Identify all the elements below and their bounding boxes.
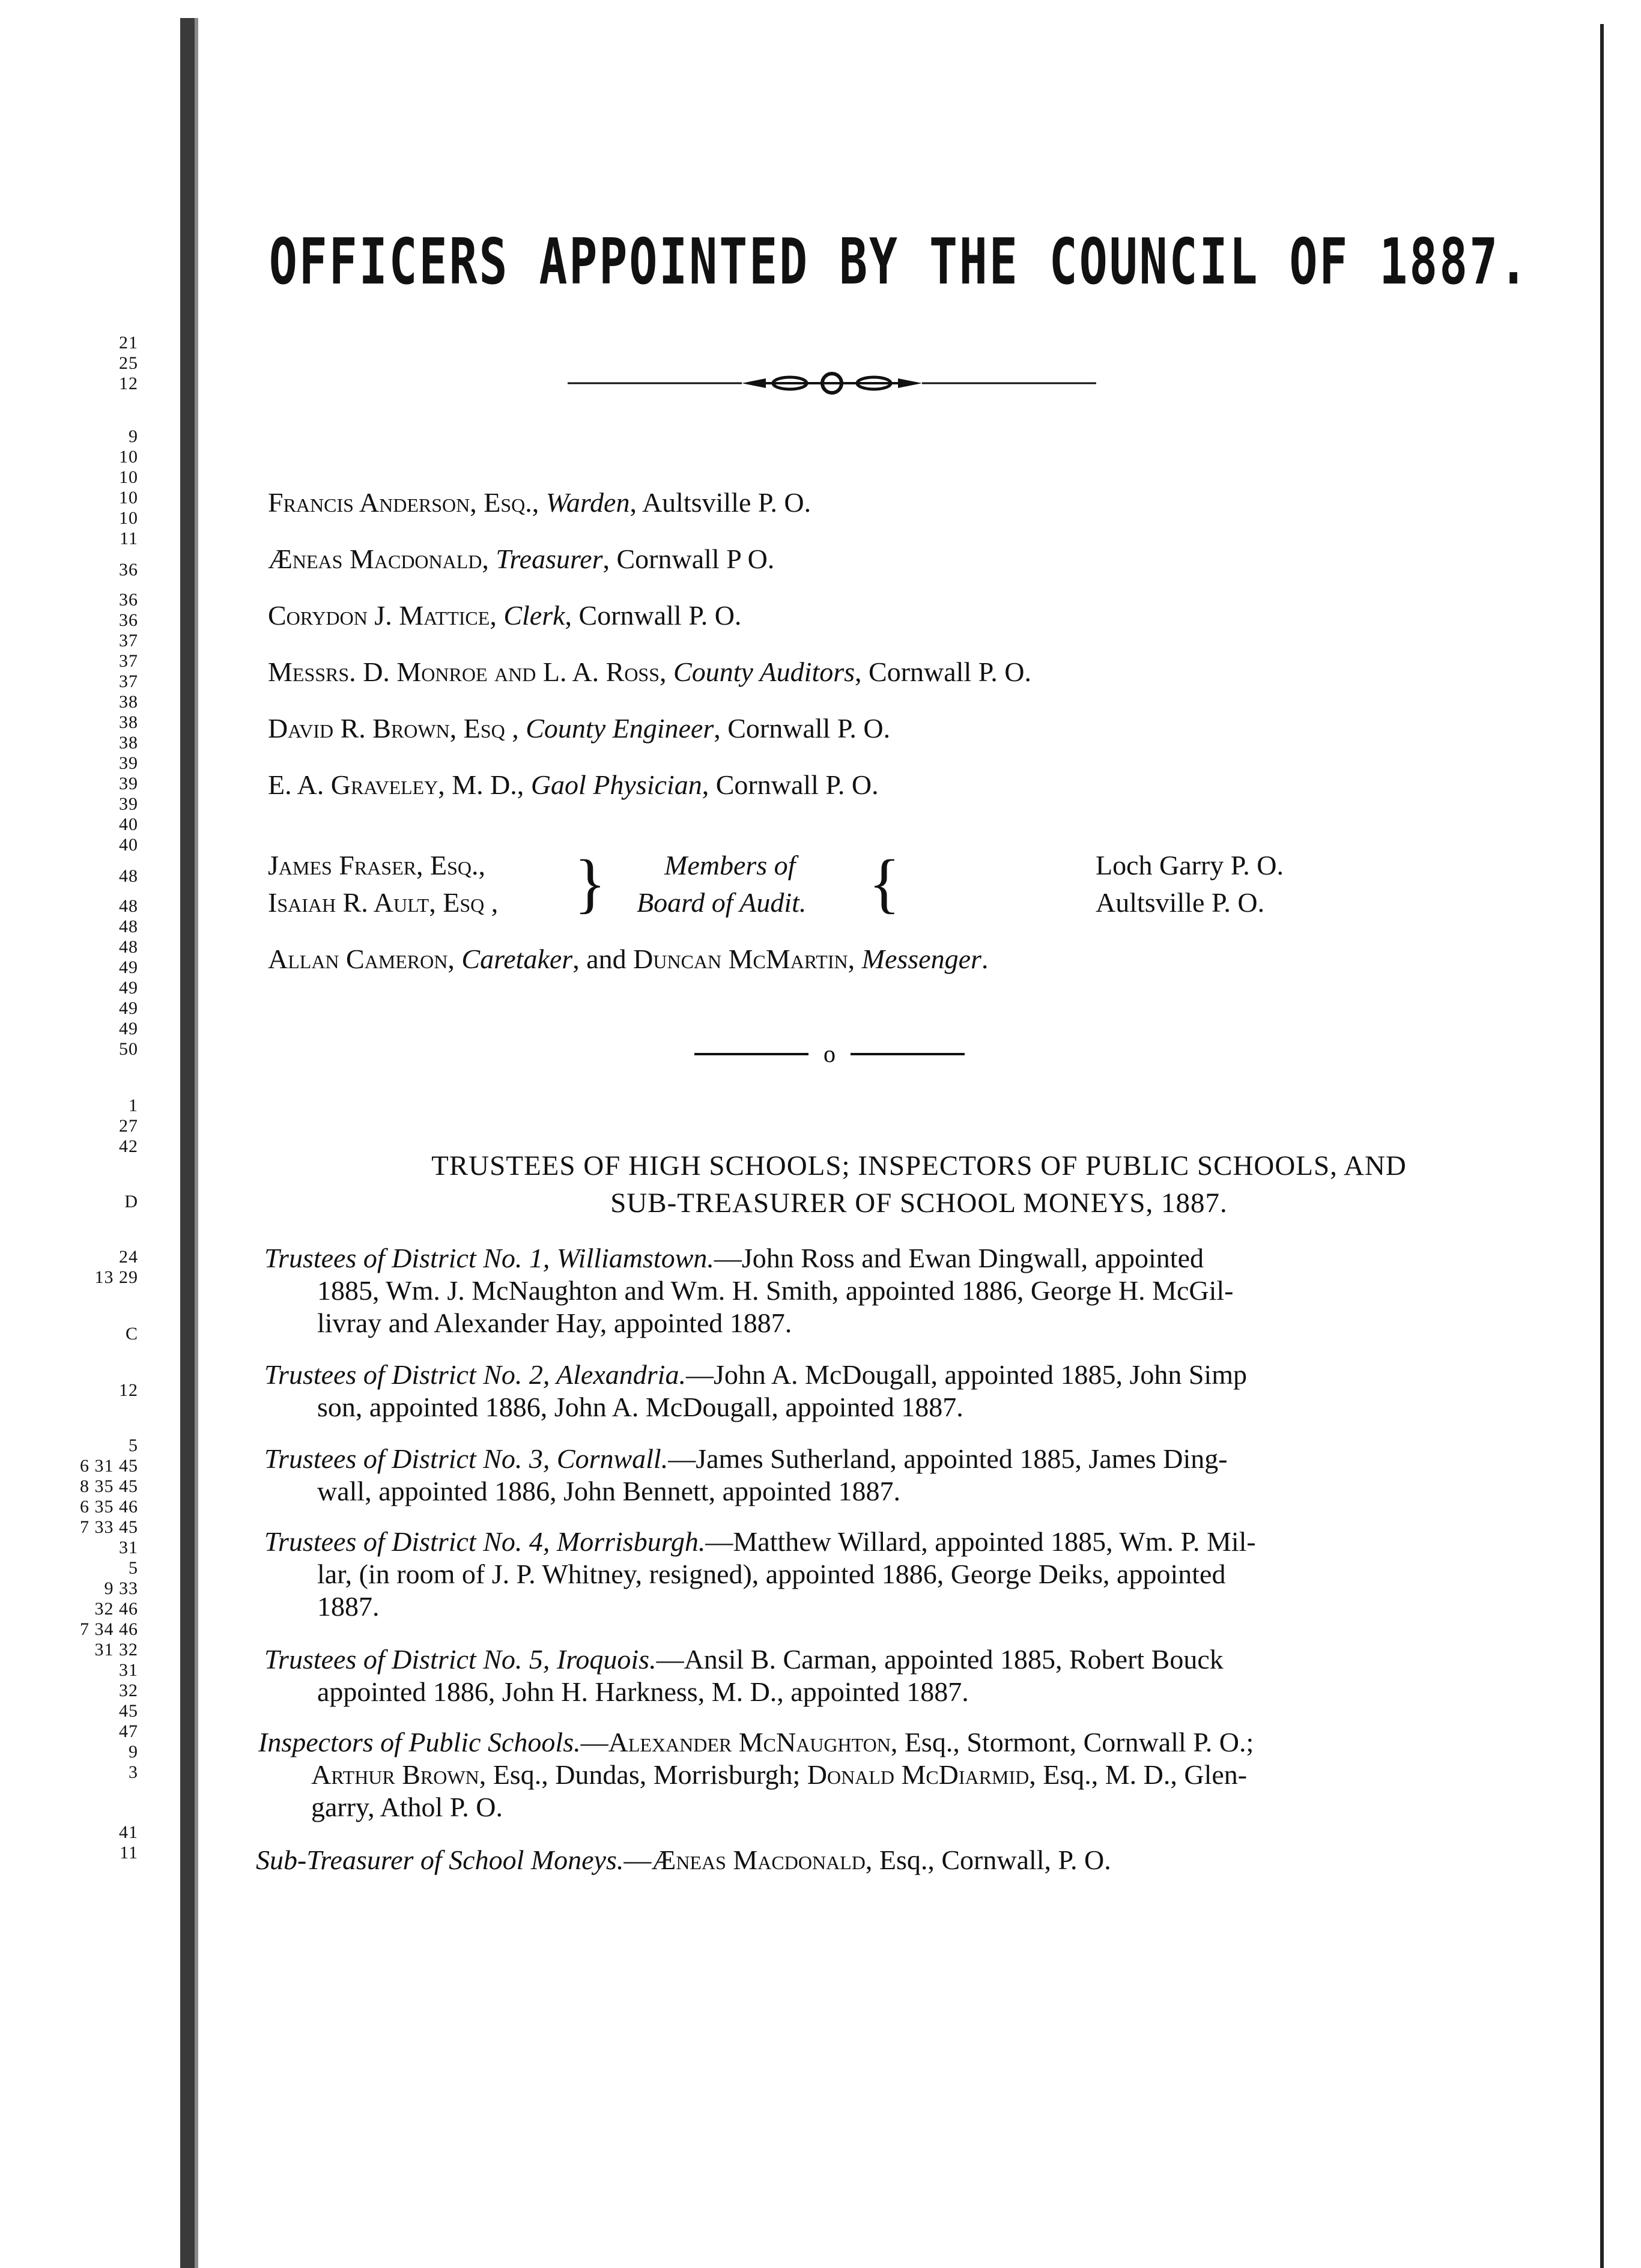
entry-text: lar, (in room of J. P. Whitney, resigned), appointed 1886, George Deiks, appointed <box>317 1559 1226 1589</box>
facing-page-number: 9 <box>129 426 138 446</box>
document-page <box>198 24 1604 2268</box>
entry-label: Trustees of District No. 3, Cornwall. <box>264 1443 669 1474</box>
facing-page-number: 7 34 46 <box>80 1619 138 1639</box>
officer-name: E. A. Graveley <box>268 769 438 800</box>
section-heading-line-2: SUB-TREASURER OF SCHOOL MONEYS, 1887. <box>610 1187 1228 1219</box>
officer-place: , Aultsville P. O. <box>629 487 811 518</box>
officer-suffix: , Esq , <box>449 713 519 744</box>
officer-prefix: Messrs. <box>268 656 356 687</box>
facing-page-number: 47 <box>119 1721 138 1741</box>
facing-page-number: 49 <box>119 978 138 998</box>
section-heading <box>258 1147 1580 1222</box>
entry-text: —Matthew Willard, appointed 1885, Wm. P. Mil- <box>705 1526 1256 1557</box>
facing-page-number: 10 <box>119 447 138 467</box>
officer-place: , Cornwall P. O. <box>565 600 742 631</box>
officer-clerk <box>268 599 741 631</box>
facing-page-number: 5 <box>129 1558 138 1578</box>
entry-label: Trustees of District No. 2, Alexandria. <box>264 1359 686 1390</box>
officer-name: Æneas Macdonald <box>268 544 482 574</box>
facing-page-number: 36 <box>119 610 138 630</box>
section-divider <box>694 1039 965 1069</box>
entry-label: Sub-Treasurer of School Moneys. <box>256 1845 624 1875</box>
brace-close: } <box>574 846 606 920</box>
officer-suffix: , M. D., <box>438 769 524 800</box>
officer-name: Corydon J. Mattice <box>268 600 490 631</box>
staff-name-2: Duncan McMartin <box>633 944 848 974</box>
entry-label: Trustees of District No. 5, Iroquois. <box>264 1644 657 1675</box>
facing-page-number: 48 <box>119 896 138 916</box>
entry-subtreasurer <box>256 1844 1577 1876</box>
officer-name: David R. Brown <box>268 713 450 744</box>
officer-office: Warden <box>545 487 630 518</box>
audit-member-2: Isaiah R. Ault, Esq , <box>268 887 499 918</box>
officer-office: County Auditors <box>673 656 855 687</box>
facing-page-number: 1 <box>129 1096 138 1115</box>
binding-spine <box>180 18 195 2268</box>
facing-page-number: 31 <box>119 1660 138 1680</box>
facing-page-number: 37 <box>119 631 138 650</box>
facing-page-number: 9 33 <box>104 1578 138 1598</box>
audit-office-line-1: Members of <box>664 850 796 881</box>
entry-dash: — <box>580 1727 608 1757</box>
facing-page-strip <box>0 0 175 2268</box>
entry-text: , Esq., M. D., Glen- <box>1029 1759 1248 1790</box>
entry-district-3 <box>264 1443 1586 1508</box>
entry-dash: — <box>623 1845 652 1875</box>
entry-inspectors <box>258 1726 1580 1824</box>
staff-joiner: , and <box>572 944 634 974</box>
facing-page-number: 8 35 45 <box>80 1476 138 1496</box>
entry-text: garry, Athol P. O. <box>311 1792 503 1822</box>
facing-page-number: D <box>124 1192 138 1211</box>
entry-text: , Esq., Stormont, Cornwall P. O.; <box>890 1727 1254 1757</box>
facing-page-number: 32 <box>119 1681 138 1700</box>
staff-end: . <box>981 944 989 974</box>
section-heading-line-1: TRUSTEES OF HIGH SCHOOLS; INSPECTORS OF PUBLIC SCHOOLS, AND <box>431 1150 1407 1181</box>
facing-page-number: 24 <box>119 1247 138 1267</box>
facing-page-number: 11 <box>120 1843 138 1863</box>
facing-page-number: 45 <box>119 1701 138 1721</box>
subtreasurer-name: Æneas Macdonald <box>651 1845 866 1875</box>
divider-mark: o <box>824 1040 836 1067</box>
facing-page-number: 11 <box>120 529 138 548</box>
facing-page-number: 32 46 <box>94 1599 138 1619</box>
facing-page-number: 40 <box>119 835 138 855</box>
entry-label: Trustees of District No. 4, Morrisburgh. <box>264 1526 706 1557</box>
officer-names: D. Monroe and L. A. Ross, <box>356 656 667 687</box>
facing-page-number: 40 <box>119 814 138 834</box>
facing-page-number: 5 <box>129 1436 138 1455</box>
facing-page-number: 48 <box>119 917 138 936</box>
facing-page-number: 37 <box>119 672 138 691</box>
facing-page-number: 36 <box>119 590 138 610</box>
staff-office-1: Caretaker <box>461 944 573 974</box>
facing-page-number: 39 <box>119 774 138 793</box>
entry-text: —John Ross and Ewan Dingwall, appointed <box>714 1243 1204 1273</box>
facing-page-number: 9 <box>129 1742 138 1762</box>
entry-district-4 <box>264 1526 1586 1623</box>
entry-label: Trustees of District No. 1, Williamstown. <box>264 1243 714 1273</box>
page-title: OFFICERS APPOINTED BY THE COUNCIL OF 1887. <box>268 226 1530 299</box>
entry-text: —John A. McDougall, appointed 1885, John Simp <box>685 1359 1247 1390</box>
facing-page-number: 49 <box>119 1019 138 1038</box>
officer-name: Francis Anderson <box>268 487 470 518</box>
officer-office: Treasurer <box>496 544 603 574</box>
facing-page-number: 12 <box>119 374 138 393</box>
entry-district-2 <box>264 1359 1586 1424</box>
facing-page-number: 41 <box>119 1822 138 1842</box>
audit-office-line-2: Board of Audit. <box>637 887 807 918</box>
entry-text: wall, appointed 1886, John Bennett, appointed 1887. <box>317 1476 900 1506</box>
officer-place: , Cornwall P O. <box>602 544 775 574</box>
facing-page-number: 49 <box>119 998 138 1018</box>
inspector-name-3: Donald McDiarmid <box>807 1759 1030 1790</box>
facing-page-number: 39 <box>119 753 138 773</box>
audit-place-1: Loch Garry P. O. <box>1096 850 1284 881</box>
officer-suffix: , Esq., <box>470 487 539 518</box>
facing-page-number: 37 <box>119 651 138 671</box>
officer-place: , Cornwall P. O. <box>855 656 1031 687</box>
facing-page-number: 48 <box>119 937 138 957</box>
entry-district-5 <box>264 1643 1586 1708</box>
officer-office: County Engineer <box>526 713 714 744</box>
officer-warden <box>268 487 811 518</box>
facing-page-number: 13 29 <box>94 1267 138 1287</box>
entry-district-1 <box>264 1242 1586 1339</box>
inspector-name-1: Alexander McNaughton <box>608 1727 891 1757</box>
staff-name-1: Allan Cameron <box>268 944 448 974</box>
audit-member-1: James Fraser, Esq., <box>268 850 486 881</box>
entry-text: son, appointed 1886, John A. McDougall, appointed 1887. <box>317 1392 963 1422</box>
facing-page-number: 31 <box>119 1538 138 1557</box>
officer-engineer <box>268 712 890 744</box>
facing-page-number: 31 32 <box>94 1640 138 1660</box>
entry-text: 1885, Wm. J. McNaughton and Wm. H. Smith, appointed 1886, George H. McGil- <box>317 1275 1234 1306</box>
entry-text: 1887. <box>317 1591 380 1622</box>
facing-page-number: 36 <box>119 560 138 580</box>
audit-place-2: Aultsville P. O. <box>1096 887 1265 918</box>
officer-treasurer <box>268 543 774 575</box>
officer-office: Gaol Physician <box>530 769 702 800</box>
staff-office-2: Messenger <box>861 944 981 974</box>
facing-page-number: 10 <box>119 488 138 508</box>
brace-open: { <box>869 846 900 920</box>
facing-page-number: 7 33 45 <box>80 1517 138 1537</box>
officer-place: , Cornwall P. O. <box>702 769 879 800</box>
facing-page-number: 50 <box>119 1039 138 1059</box>
officer-place: , Cornwall P. O. <box>714 713 891 744</box>
facing-page-number: 25 <box>119 353 138 373</box>
entry-text: , Esq., Cornwall, P. O. <box>865 1845 1111 1875</box>
facing-page-number: 27 <box>119 1116 138 1136</box>
officer-office: Clerk <box>503 600 565 631</box>
officer-auditors <box>268 656 1031 688</box>
facing-page-number: 38 <box>119 712 138 732</box>
inspector-name-2: Arthur Brown <box>311 1759 479 1790</box>
facing-page-number: 38 <box>119 692 138 712</box>
entry-label: Inspectors of Public Schools. <box>258 1727 581 1757</box>
facing-page-number: 10 <box>119 508 138 528</box>
facing-page-number: 21 <box>119 333 138 353</box>
facing-page-number: 38 <box>119 733 138 753</box>
title-ornament <box>568 371 1096 395</box>
officer-staff: Allan Cameron, Caretaker, and Duncan McMartin, Messenger. <box>268 944 989 974</box>
facing-page-number: 10 <box>119 467 138 487</box>
entry-text: —James Sutherland, appointed 1885, James Ding- <box>668 1443 1228 1474</box>
facing-page-number: C <box>125 1324 138 1344</box>
facing-page-number: 39 <box>119 794 138 814</box>
entry-text: —Ansil B. Carman, appointed 1885, Robert Bouck <box>656 1644 1224 1675</box>
facing-page-number: 42 <box>119 1136 138 1156</box>
facing-page-number: 49 <box>119 957 138 977</box>
facing-page-number: 6 31 45 <box>80 1456 138 1476</box>
facing-page-number: 3 <box>129 1762 138 1782</box>
entry-text: appointed 1886, John H. Harkness, M. D., appointed 1887. <box>317 1676 969 1707</box>
facing-page-number: 48 <box>119 866 138 886</box>
officer-physician <box>268 769 879 801</box>
facing-page-number: 6 35 46 <box>80 1497 138 1517</box>
entry-text: , Esq., Dundas, Morrisburgh; <box>479 1759 807 1790</box>
officer-suffix: , <box>490 600 497 631</box>
facing-page-number: 12 <box>119 1380 138 1400</box>
officer-suffix: , <box>482 544 489 574</box>
entry-text: livray and Alexander Hay, appointed 1887. <box>317 1308 792 1338</box>
